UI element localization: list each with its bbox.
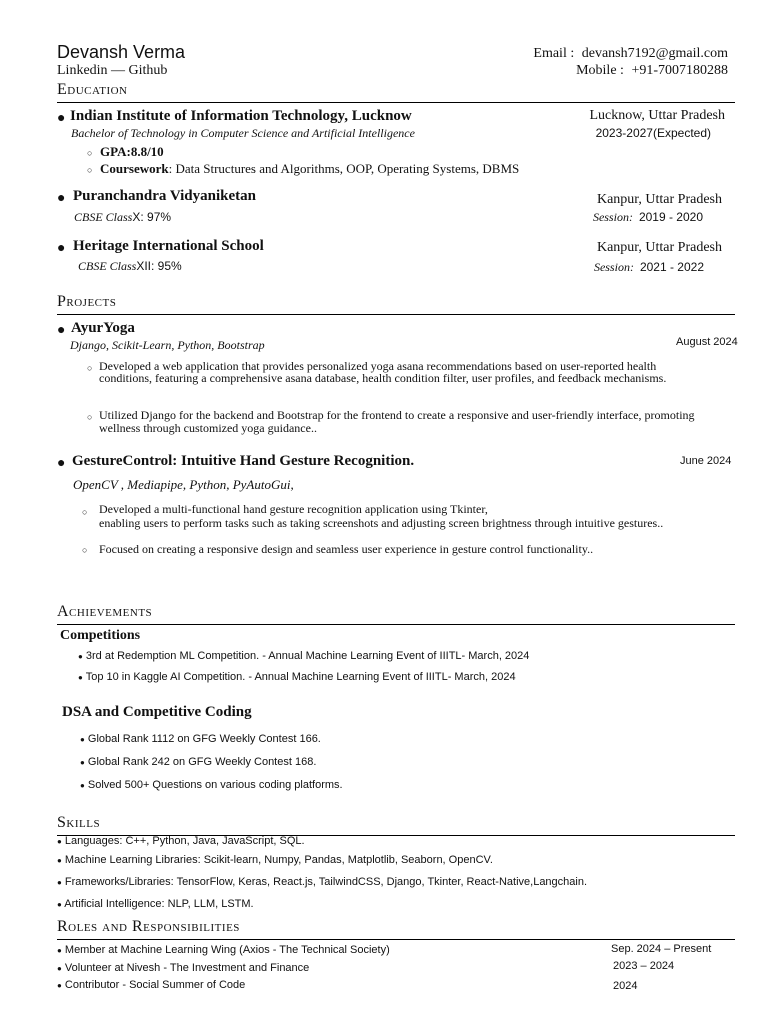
bullet-icon: ● (57, 981, 62, 990)
achievement-text: Top 10 in Kaggle AI Competition. - Annual Machine Learning Event of IIITL- March, 2024 (85, 671, 516, 683)
bullet-icon: ● (80, 758, 85, 767)
score-value: : 97% (140, 210, 172, 224)
bullet-icon: ● (57, 454, 66, 470)
section-title-projects: Projects (57, 293, 117, 310)
project-point: Utilized Django for the backend and Bootstrap for the frontend to create a responsive and user-friendly interface, promoting wellness through customized yoga guidance.. (99, 408, 695, 435)
project-stack: Django, Scikit-Learn, Python, Bootstrap (70, 338, 265, 352)
project-date: August 2024 (676, 336, 738, 348)
email-link[interactable]: devansh7192@gmail.com (581, 46, 728, 61)
bullet-icon: ● (57, 321, 66, 337)
school-name: Puranchandra Vidyaniketan (73, 188, 256, 204)
achievement-text: Global Rank 1112 on GFG Weekly Contest 166. (87, 733, 321, 745)
class-score (74, 210, 171, 225)
circle-bullet-icon: ○ (87, 165, 93, 175)
section-title-education: Education (57, 81, 128, 98)
achievement-text: 3rd at Redemption ML Competition. - Annual Machine Learning Event of IIITL- March, 2024 (85, 650, 530, 662)
project-stack: OpenCV , Mediapipe, Python, PyAutoGui, (73, 477, 294, 492)
role-date: Sep. 2024 – Present (611, 943, 712, 955)
skill-item (57, 835, 305, 847)
session-label: Session: (593, 260, 634, 274)
project-date: June 2024 (680, 455, 732, 467)
session-label: Session: (592, 210, 633, 224)
score-value: : 95% (151, 259, 182, 273)
circle-bullet-icon: ○ (87, 412, 93, 422)
bullet-icon: ● (57, 189, 66, 205)
achievement-text: Solved 500+ Questions on various coding platforms. (87, 779, 343, 791)
mobile-row (576, 63, 728, 79)
project-point: enabling users to perform tasks such as taking screenshots and adjusting screen brightness through intuitive gestures.. (99, 516, 664, 530)
school-location: Kanpur, Uttar Pradesh (596, 240, 722, 255)
circle-bullet-icon: ○ (82, 545, 88, 555)
section-divider (57, 939, 735, 940)
session-row (593, 210, 703, 225)
class-value: X (132, 210, 141, 224)
section-title-skills: Skills (57, 814, 101, 831)
role-date: 2024 (613, 980, 638, 992)
section-title-roles: Roles and Responsibilities (57, 918, 240, 935)
bullet-icon: ● (80, 781, 85, 790)
role-text: Volunteer at Nivesh - The Investment and Finance (64, 962, 310, 974)
role-text: Contributor - Social Summer of Code (64, 979, 246, 991)
session-dates: 2019 - 2020 (638, 210, 703, 224)
bullet-icon: ● (57, 109, 66, 125)
bullet-icon: ● (78, 652, 83, 661)
mobile-number[interactable]: +91-7007180288 (631, 63, 728, 78)
project-point: Developed a web application that provides personalized yoga asana recommendations based on user-reported health conditions, featuring a comprehensive asana database, health condition filter, user profiles, and feedback mechanisms. (99, 359, 667, 385)
bullet-icon: ● (57, 964, 62, 973)
bullet-icon: ● (57, 837, 62, 846)
role-text: Member at Machine Learning Wing (Axios - The Technical Society) (64, 944, 390, 956)
role-item (57, 962, 309, 974)
session-row (594, 260, 704, 275)
coursework-list: : Data Structures and Algorithms, OOP, Operating Systems, DBMS (168, 161, 520, 176)
skill-text: Languages: C++, Python, Java, JavaScript, SQL. (64, 835, 305, 847)
section-title-achievements: Achievements (57, 603, 153, 620)
class-label: CBSE Class (78, 259, 137, 273)
class-value: XII (136, 259, 152, 273)
role-item (57, 979, 245, 991)
email-row (533, 46, 728, 62)
achievement-item (80, 733, 321, 745)
mobile-label: Mobile : (576, 63, 624, 78)
project-title: AyurYoga (71, 320, 135, 336)
project-item (57, 453, 747, 563)
achievement-item (80, 756, 316, 768)
education-dates: 2023-2027(Expected) (595, 126, 711, 140)
bullet-icon: ● (57, 946, 62, 955)
section-divider (57, 102, 735, 103)
achievement-item (78, 650, 529, 662)
school-name: Heritage International School (73, 238, 264, 254)
candidate-name: Devansh Verma (57, 42, 186, 62)
project-point: Focused on creating a responsive design and seamless user experience in gesture control functionality.. (99, 542, 594, 556)
bullet-icon: ● (80, 735, 85, 744)
education-item (57, 238, 735, 278)
circle-bullet-icon: ○ (87, 363, 93, 373)
school-location: Kanpur, Uttar Pradesh (596, 192, 722, 207)
skill-item (57, 876, 587, 888)
subsection-title-competitions: Competitions (60, 628, 141, 643)
circle-bullet-icon: ○ (82, 507, 88, 517)
education-item (57, 188, 735, 228)
coursework-label: Coursework (100, 161, 169, 176)
bullet-icon: ● (57, 900, 62, 909)
bullet-icon: ● (57, 239, 66, 255)
gpa-label: GPA: (100, 144, 131, 159)
coursework-row (100, 161, 519, 177)
role-date: 2023 – 2024 (613, 960, 675, 972)
class-label: CBSE Class (74, 210, 133, 224)
email-label: Email : (533, 46, 575, 61)
achievement-item (80, 779, 343, 791)
class-score (78, 259, 182, 274)
achievement-item (78, 671, 516, 683)
skill-item (57, 854, 493, 866)
skill-text: Artificial Intelligence: NLP, LLM, LSTM. (64, 898, 254, 910)
gpa-row (100, 144, 164, 160)
school-name: Indian Institute of Information Technology, Lucknow (70, 108, 412, 124)
bullet-icon: ● (78, 673, 83, 682)
education-item (57, 108, 735, 180)
gpa-value: 8.8/10 (130, 144, 164, 159)
session-dates: 2021 - 2022 (639, 260, 704, 274)
subsection-title-dsa: DSA and Competitive Coding (62, 704, 252, 720)
section-divider (57, 624, 735, 625)
project-title: GestureControl: Intuitive Hand Gesture Recognition. (72, 453, 415, 469)
achievement-text: Global Rank 242 on GFG Weekly Contest 168. (87, 756, 317, 768)
school-location: Lucknow, Uttar Pradesh (589, 108, 725, 123)
project-point: Developed a multi-functional hand gesture recognition application using Tkinter, (99, 502, 488, 516)
skill-text: Machine Learning Libraries: Scikit-learn, Numpy, Pandas, Matplotlib, Seaborn, OpenCV. (64, 854, 493, 866)
profile-links[interactable]: Linkedin — Github (57, 63, 168, 78)
degree: Bachelor of Technology in Computer Science and Artificial Intelligence (71, 126, 415, 140)
section-divider (57, 314, 735, 315)
bullet-icon: ● (57, 856, 62, 865)
circle-bullet-icon: ○ (87, 148, 93, 158)
role-item (57, 944, 390, 956)
bullet-icon: ● (57, 878, 62, 887)
skill-text: Frameworks/Libraries: TensorFlow, Keras, React.js, TailwindCSS, Django, Tkinter, React-Native,Langchain. (64, 876, 588, 888)
skill-item (57, 898, 254, 910)
project-item (57, 320, 747, 440)
